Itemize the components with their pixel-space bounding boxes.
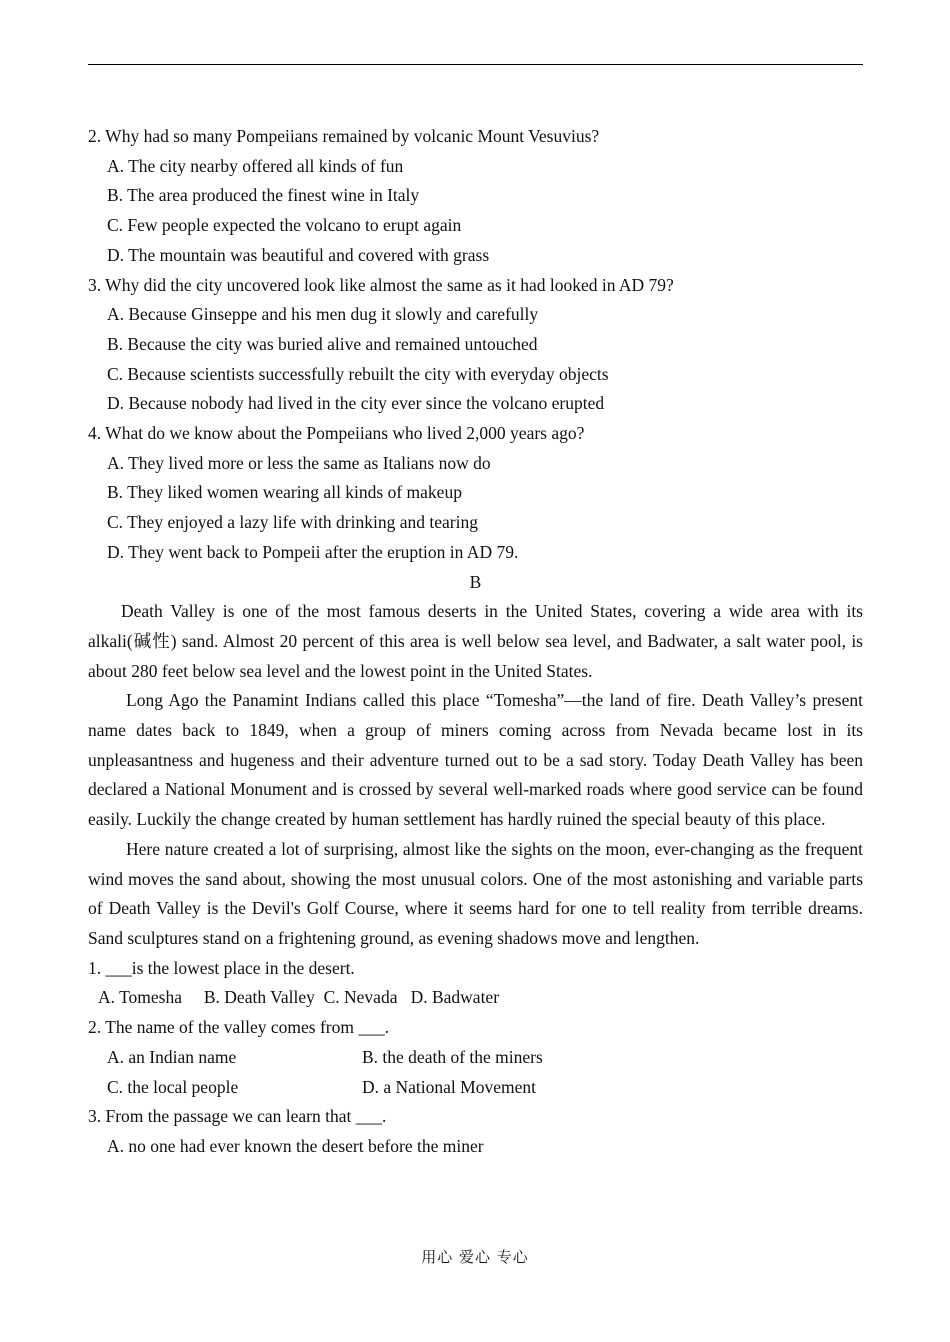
option-a: A. no one had ever known the desert before the miner <box>107 1135 484 1156</box>
option-d: D. They went back to Pompeii after the eruption in AD 79. <box>107 541 519 562</box>
question-stem: 3. From the passage we can learn that ___. <box>88 1106 387 1127</box>
option-c: C. the local people <box>107 1076 239 1097</box>
option-b: B. The area produced the finest wine in Italy <box>107 185 420 206</box>
option-a: A. Because Ginseppe and his men dug it slowly and carefully <box>107 304 539 325</box>
option-b: B. Because the city was buried alive and remained untouched <box>107 333 538 354</box>
question-stem: 4. What do we know about the Pompeiians who lived 2,000 years ago? <box>88 423 585 444</box>
question-3 <box>88 271 863 420</box>
options-line: A. Tomesha B. Death Valley C. Nevada D. Badwater <box>98 987 500 1008</box>
option-b: B. the death of the miners <box>362 1046 543 1067</box>
passage-paragraph-3: Here nature created a lot of surprising, almost like the sights on the moon, ever-changing as the frequent wind moves the sand about, showing the most unusual colors. One of the most astonishing and variable parts of Death Valley is the Devil's Golf Course, where it seems hard for one to tell reality from terrible dreams. Sand sculptures stand on a frightening ground, as evening shadows move and lengthen. <box>88 838 863 948</box>
question-4 <box>88 419 863 568</box>
option-b: B. They liked women wearing all kinds of makeup <box>107 482 462 503</box>
question-stem: 3. Why did the city uncovered look like almost the same as it had looked in AD 79? <box>88 274 674 295</box>
option-a: A. an Indian name <box>107 1046 237 1067</box>
b-question-3 <box>88 1102 863 1161</box>
b-question-1 <box>88 954 863 1013</box>
passage-paragraph-1: Death Valley is one of the most famous deserts in the United States, covering a wide area with its alkali(碱性) sand. Almost 20 percent of this area is well below sea level, and Badwater, a salt water pool, is about 280 feet below sea level and the lowest point in the United States. <box>88 601 863 681</box>
option-d: D. Because nobody had lived in the city ever since the volcano erupted <box>107 393 605 414</box>
option-a: A. They lived more or less the same as Italians now do <box>107 452 491 473</box>
passage-paragraph-2: Long Ago the Panamint Indians called this place “Tomesha”—the land of fire. Death Valley’s present name dates back to 1849, when a group of miners coming across from Nevada became lost in its unpleasantness and hugeness and their adventure turned out to be a sad story. Today Death Valley has been declared a National Monument and is crossed by several well-marked roads where good service can be found easily. Luckily the change created by human settlement has hardly ruined the special beauty of this place. <box>88 690 863 830</box>
document-body <box>88 122 863 1162</box>
option-c: C. Because scientists successfully rebuilt the city with everyday objects <box>107 363 609 384</box>
question-stem: 2. Why had so many Pompeiians remained by volcanic Mount Vesuvius? <box>88 126 600 146</box>
question-stem: 1. ___is the lowest place in the desert. <box>88 957 355 978</box>
option-d: D. a National Movement <box>362 1076 536 1097</box>
header-rule <box>88 64 863 65</box>
options-row-1 <box>88 1043 863 1073</box>
b-question-2 <box>88 1013 863 1102</box>
question-stem: 2. The name of the valley comes from ___. <box>88 1017 389 1038</box>
section-heading: B <box>469 571 482 592</box>
option-d: D. The mountain was beautiful and covered with grass <box>107 244 490 265</box>
option-c: C. Few people expected the volcano to erupt again <box>107 215 462 236</box>
options-row-2 <box>88 1073 863 1103</box>
page-footer: 用心 爱心 专心 <box>421 1248 529 1266</box>
option-c: C. They enjoyed a lazy life with drinking and tearing <box>107 512 478 533</box>
question-2 <box>88 122 863 271</box>
option-a: A. The city nearby offered all kinds of fun <box>107 155 404 176</box>
